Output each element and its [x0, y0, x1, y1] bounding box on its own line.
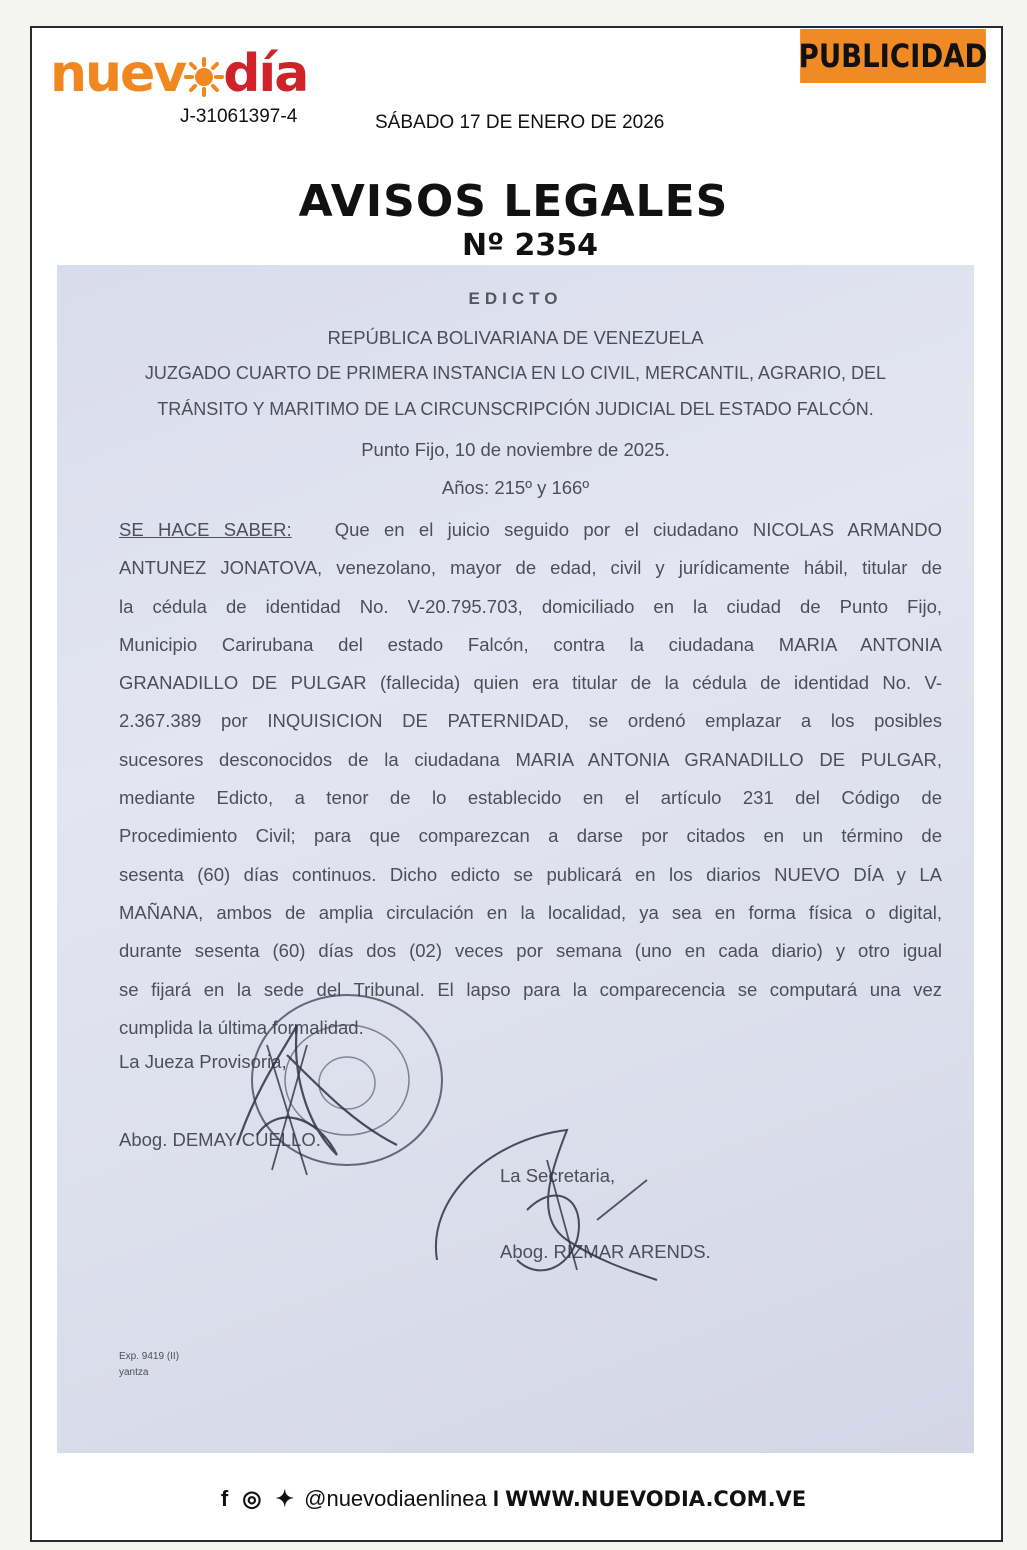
footer	[0, 1486, 1027, 1512]
edict-body	[119, 513, 942, 1049]
edict-years: Años: 215º y 166º	[441, 477, 590, 498]
edict-body-line: cumplida la última formalidad.	[119, 1016, 364, 1038]
secretary-title: La Secretaria,	[500, 1165, 616, 1186]
edict-republic: REPÚBLICA BOLIVARIANA DE VENEZUELA	[327, 327, 704, 348]
judge-name: Abog. DEMAY CUELLO.	[119, 1129, 321, 1150]
footer-separator: I	[492, 1486, 499, 1511]
sun-icon	[184, 57, 224, 97]
judge-title: La Jueza Provisoria,	[119, 1051, 287, 1072]
social-handle: @nuevodiaenlinea	[304, 1486, 487, 1511]
website-link[interactable]: WWW.NUEVODIA.COM.VE	[505, 1487, 807, 1511]
edict-body-line: se fijará en la sede del Tribunal. El lapso para la comparecencia se computará una vez	[119, 978, 942, 1000]
file-reference: Exp. 9419 (II)	[119, 1351, 180, 1362]
edict-body-line: durante sesenta (60) días dos (02) veces por semana (uno en cada diario) y otro igual	[119, 940, 942, 962]
edict-court-line2: TRÁNSITO Y MARITIMO DE LA CIRCUNSCRIPCIÓN JUDICIAL DEL ESTADO FALCÓN.	[157, 399, 874, 419]
secretary-signature	[427, 1120, 707, 1290]
edict-heading: EDICTO	[468, 289, 563, 308]
edict-body-line: sucesores desconocidos de la ciudadana MARIA ANTONIA GRANADILLO DE PULGAR,	[119, 748, 942, 770]
page-title: AVISOS LEGALES	[298, 176, 729, 227]
edict-body-line: sesenta (60) días continuos. Dicho edicto se publicará en los diarios NUEVO DÍA y LA	[119, 863, 942, 885]
issue-date: SÁBADO 17 DE ENERO DE 2026	[375, 112, 665, 133]
edict-body-line: Municipio Carirubana del estado Falcón, contra la ciudadana MARIA ANTONIA	[119, 633, 942, 655]
edict-body-line: Procedimiento Civil; para que comparezcan a darse por citados en un término de	[119, 825, 942, 847]
edict-body-line: 2.367.389 por INQUISICION DE PATERNIDAD, se ordenó emplazar a los posibles	[119, 710, 942, 732]
secretary-name: Abog. RIZMAR ARENDS.	[500, 1241, 711, 1262]
edict-body-line: ANTUNEZ JONATOVA, venezolano, mayor de edad, civil y jurídicamente hábil, titular de	[119, 557, 942, 579]
edict-body-line: GRANADILLO DE PULGAR (fallecida) quien era titular de la cédula de identidad No. V-	[119, 672, 942, 694]
file-initials: yantza	[119, 1367, 149, 1378]
logo-text-right: día	[223, 44, 308, 104]
edict-lead: SE HACE SABER:	[119, 519, 292, 540]
edict-body-text: Que en el juicio seguido por el ciudadano NICOLAS ARMANDO	[334, 519, 942, 540]
logo-text-left: nuev	[50, 44, 186, 104]
edict-body-line: la cédula de identidad No. V-20.795.703, domiciliado en la ciudad de Punto Fijo,	[119, 595, 942, 617]
edict-court-line1: JUZGADO CUARTO DE PRIMERA INSTANCIA EN LO CIVIL, MERCANTIL, AGRARIO, DEL	[144, 363, 887, 383]
edict-place-date: Punto Fijo, 10 de noviembre de 2025.	[361, 439, 670, 460]
edict-body-line	[119, 513, 942, 551]
newspaper-logo	[50, 46, 307, 102]
section-badge: PUBLICIDAD	[800, 29, 986, 83]
notice-number: Nº 2354	[462, 228, 598, 263]
social-icons: f ◎ ✦	[220, 1486, 298, 1511]
tax-id: J-31061397-4	[180, 106, 298, 127]
edict-body-line: MAÑANA, ambos de amplia circulación en la localidad, ya sea en forma física o digital,	[119, 901, 942, 923]
edict-body-line: mediante Edicto, a tenor de lo establecido en el artículo 231 del Código de	[119, 787, 942, 809]
edict-photo	[57, 265, 974, 1453]
